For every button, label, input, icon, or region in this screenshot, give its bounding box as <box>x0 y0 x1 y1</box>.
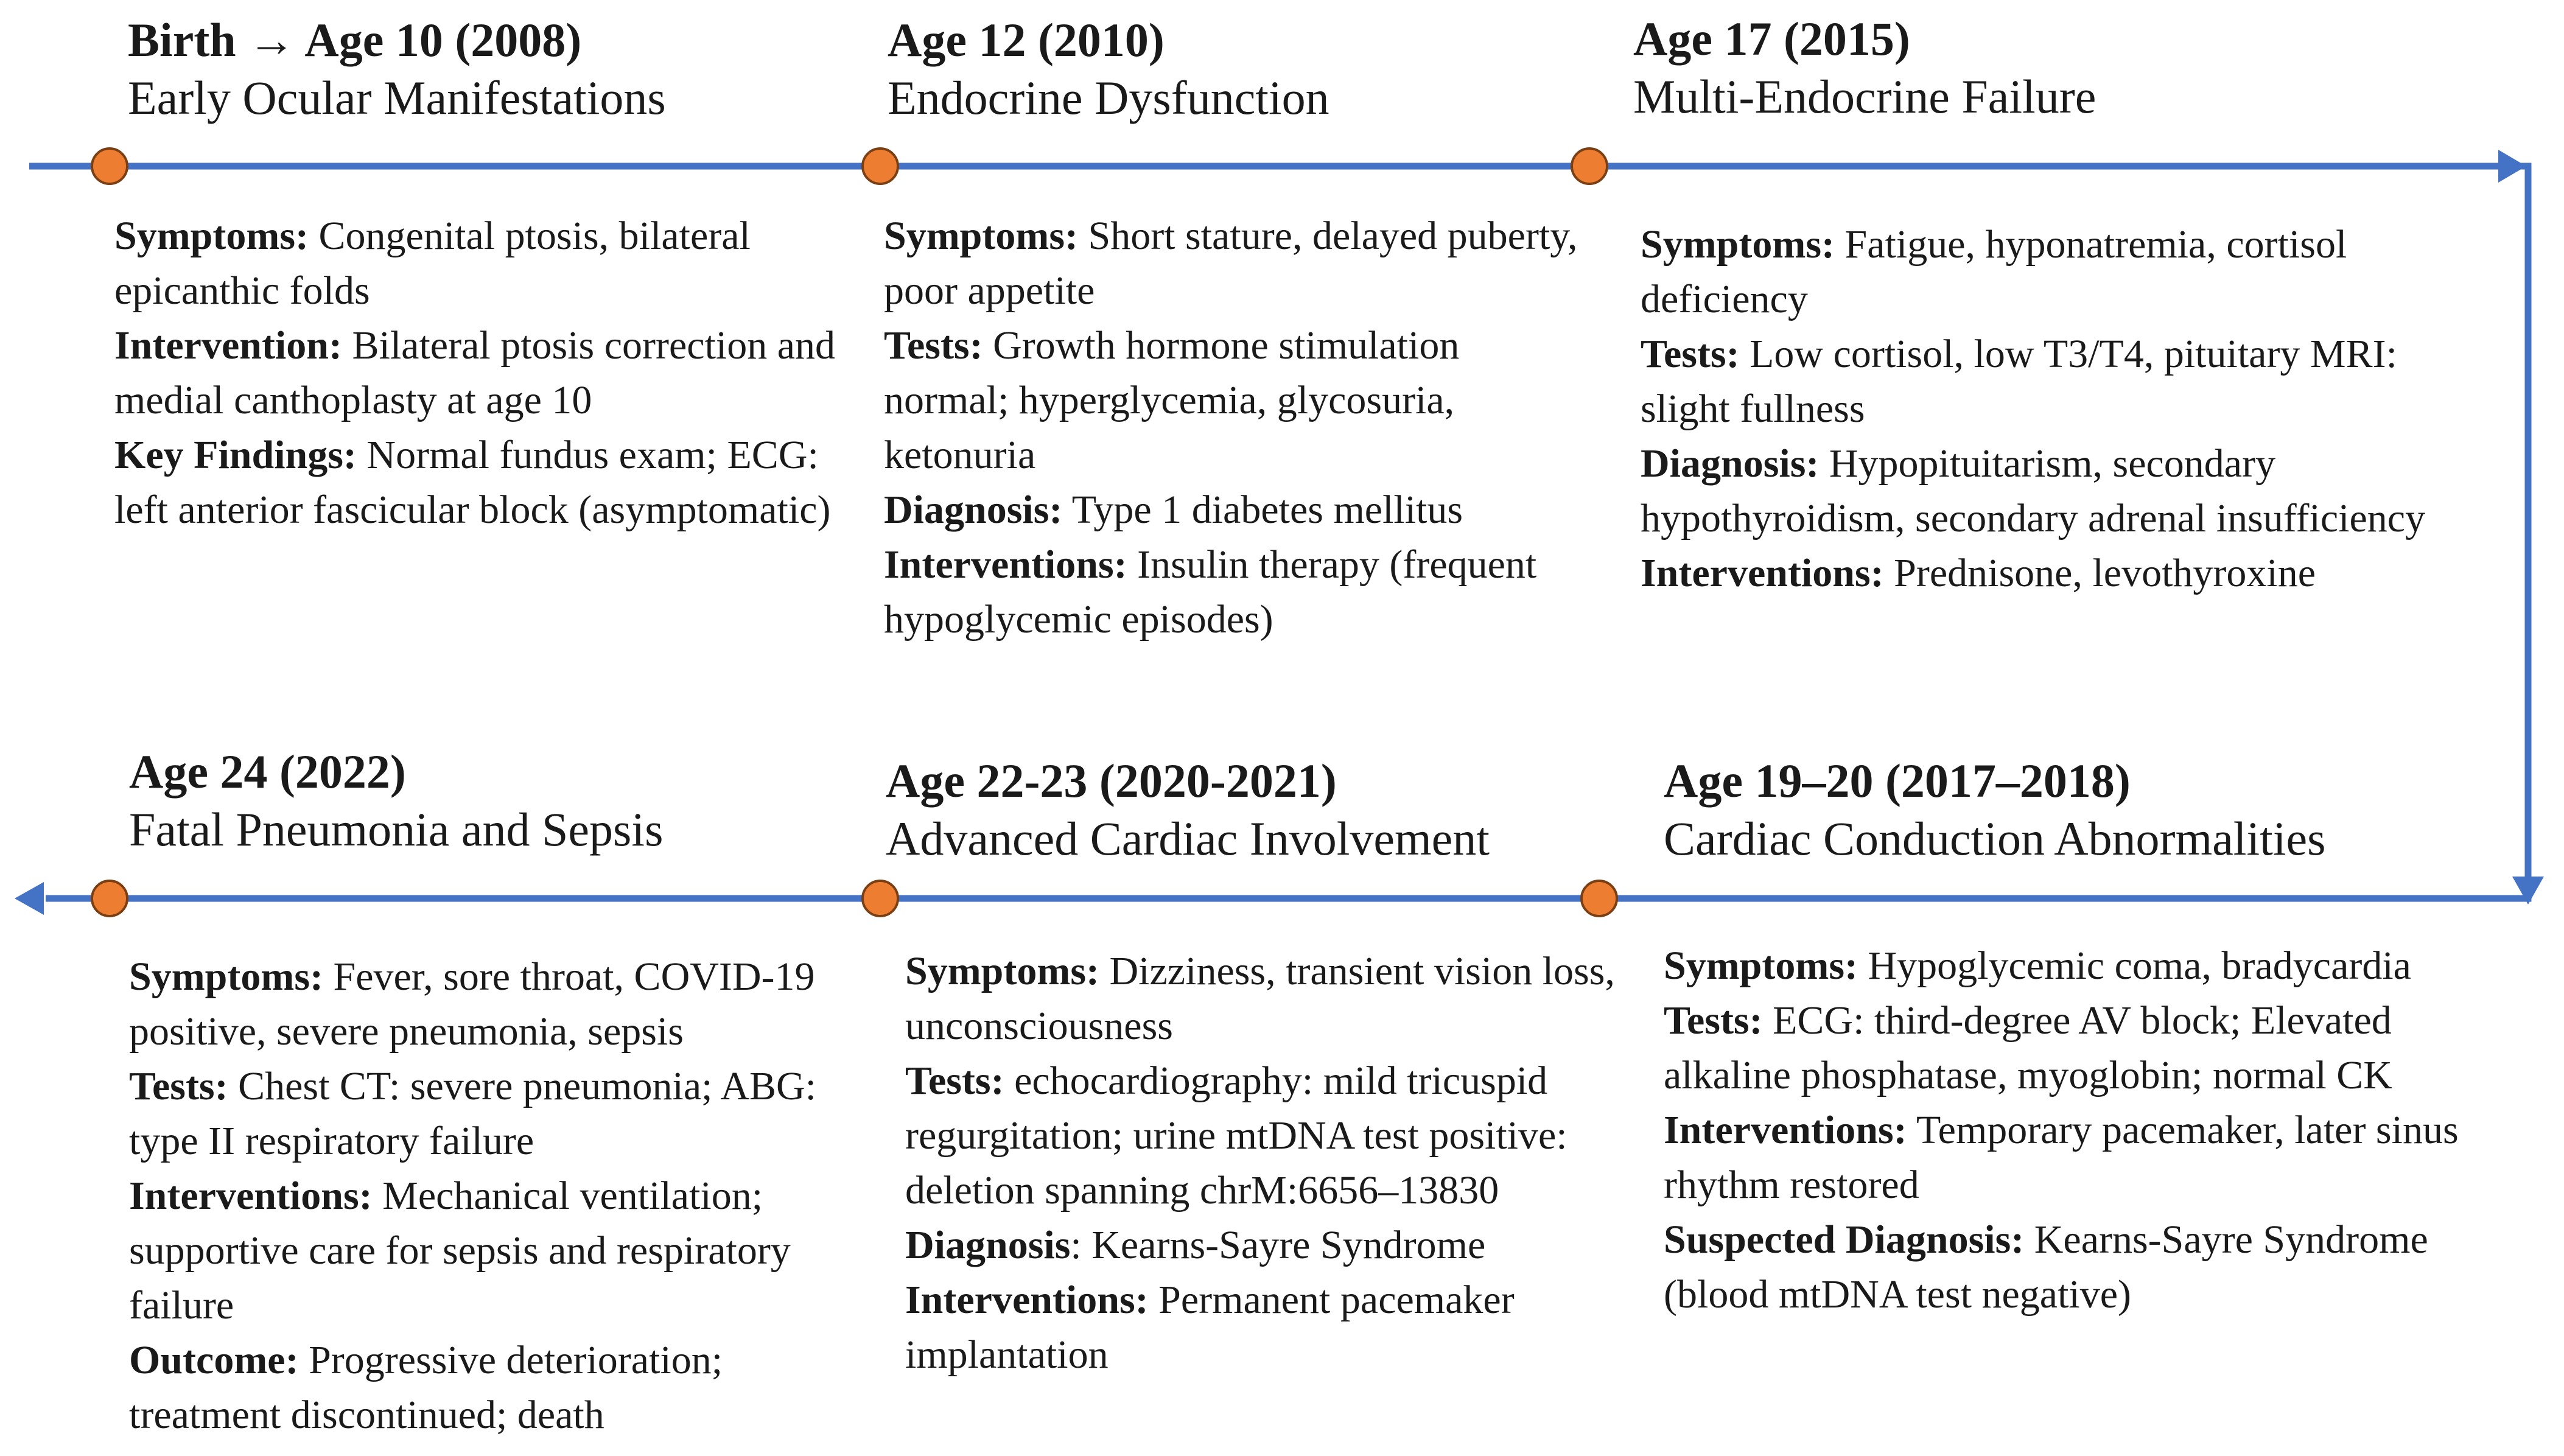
detail-text: echocardiography: mild tricuspid regurgitation; urine mtDNA test positive: deletion spanning chrM:6656–13830 <box>905 1059 1567 1213</box>
detail-label: Interventions: <box>129 1174 373 1218</box>
stage-age: Age 17 (2015) <box>1633 12 1910 65</box>
stage-4-heading <box>1664 752 2325 867</box>
detail-line <box>114 318 851 428</box>
detail-label: Symptoms: <box>1641 222 1835 267</box>
detail-label: Interventions: <box>884 542 1127 587</box>
detail-label: Symptoms: <box>129 954 324 999</box>
detail-label: Key Findings: <box>114 433 357 477</box>
stage-age: Age 19–20 (2017–2018) <box>1664 754 2131 807</box>
detail-text: Congenital ptosis, bilateral epicanthic folds <box>114 214 751 313</box>
stage-2-heading <box>888 11 1329 127</box>
marker-stage-1 <box>92 149 127 184</box>
detail-label: Tests: <box>1664 998 1763 1043</box>
stage-2-details <box>884 209 1584 647</box>
detail-text: Hypopituitarism, secondary hypothyroidism, secondary adrenal insufficiency <box>1641 441 2426 541</box>
stage-age: Age 24 (2022) <box>129 745 406 798</box>
detail-label: Interventions: <box>905 1278 1149 1322</box>
detail-text: Prednisone, levothyroxine <box>1883 551 2316 595</box>
detail-line <box>1641 436 2475 546</box>
detail-label: Diagnosis: <box>884 488 1063 532</box>
detail-line <box>905 1218 1617 1273</box>
detail-label: Interventions: <box>1641 551 1884 595</box>
detail-text: Growth hormone stimulation normal; hyperglycemia, glycosuria, ketonuria <box>884 323 1460 477</box>
stage-5-heading <box>886 752 1490 867</box>
stage-1-details <box>114 209 851 537</box>
detail-line <box>884 483 1584 537</box>
detail-text: Temporary pacemaker, later sinus rhythm restored <box>1664 1108 2459 1207</box>
detail-line <box>114 209 851 318</box>
detail-label: Intervention: <box>114 323 342 368</box>
stage-age: Age 22-23 (2020-2021) <box>886 754 1337 807</box>
detail-label: Diagnosis <box>905 1223 1071 1267</box>
detail-line <box>1664 939 2516 993</box>
detail-label: Tests: <box>1641 332 1740 376</box>
arrowhead-right <box>2498 150 2526 183</box>
stage-1-heading <box>128 11 666 127</box>
detail-label: Tests: <box>884 323 983 368</box>
marker-stage-4 <box>1581 881 1617 916</box>
stage-title: Advanced Cardiac Involvement <box>886 812 1490 866</box>
detail-label: Symptoms: <box>114 214 309 258</box>
stage-6-heading <box>129 743 663 858</box>
detail-label: Interventions: <box>1664 1108 1907 1152</box>
detail-text: Type 1 diabetes mellitus <box>1062 488 1463 532</box>
detail-line <box>905 944 1617 1054</box>
detail-label: Diagnosis: <box>1641 441 1820 486</box>
stage-3-heading <box>1633 10 2096 125</box>
detail-text: Fatigue, hyponatremia, cortisol deficiency <box>1641 222 2347 321</box>
detail-line <box>114 428 851 537</box>
detail-label: Outcome: <box>129 1338 299 1382</box>
detail-line <box>1641 546 2475 601</box>
detail-line <box>1664 993 2516 1103</box>
marker-stage-3 <box>1572 149 1607 184</box>
detail-line <box>1641 327 2475 436</box>
stage-title: Multi-Endocrine Failure <box>1633 70 2096 124</box>
detail-line <box>884 209 1584 318</box>
stage-6-details <box>129 950 872 1443</box>
detail-label: Tests: <box>905 1059 1004 1103</box>
detail-text: : Kearns-Sayre Syndrome <box>1070 1223 1486 1267</box>
detail-text: Fever, sore throat, COVID-19 positive, severe pneumonia, sepsis <box>129 954 815 1054</box>
detail-label: Suspected Diagnosis: <box>1664 1217 2025 1262</box>
stage-3-details <box>1641 217 2475 601</box>
detail-label: Symptoms: <box>905 949 1100 993</box>
detail-text: Mechanical ventilation; supportive care for sepsis and respiratory failure <box>129 1174 791 1328</box>
stage-age: Birth → Age 10 (2008) <box>128 13 582 66</box>
detail-line <box>129 1333 872 1443</box>
detail-text: Permanent pacemaker implantation <box>905 1278 1515 1377</box>
detail-line <box>129 1059 872 1169</box>
stage-4-details <box>1664 939 2516 1322</box>
detail-text: Progressive deterioration; treatment discontinued; death <box>129 1338 723 1437</box>
stage-title: Endocrine Dysfunction <box>888 71 1329 125</box>
detail-line <box>1664 1103 2516 1213</box>
stage-age: Age 12 (2010) <box>888 13 1165 66</box>
detail-text: Normal fundus exam; ECG: left anterior fascicular block (asymptomatic) <box>114 433 831 532</box>
detail-line <box>905 1054 1617 1218</box>
detail-label: Symptoms: <box>1664 943 1858 988</box>
detail-text: Dizziness, transient vision loss, unconsciousness <box>905 949 1615 1048</box>
detail-line <box>884 537 1584 647</box>
detail-line <box>129 950 872 1059</box>
detail-text: Bilateral ptosis correction and medial canthoplasty at age 10 <box>114 323 836 422</box>
detail-text: Hypoglycemic coma, bradycardia <box>1858 943 2411 988</box>
detail-label: Symptoms: <box>884 214 1079 258</box>
detail-text: Low cortisol, low T3/T4, pituitary MRI: slight fullness <box>1641 332 2397 431</box>
detail-text: Chest CT: severe pneumonia; ABG: type II respiratory failure <box>129 1064 817 1163</box>
marker-stage-2 <box>863 149 898 184</box>
detail-text: ECG: third-degree AV block; Elevated alkaline phosphatase, myoglobin; normal CK <box>1664 998 2392 1097</box>
arrowhead-left <box>15 882 44 915</box>
marker-stage-6 <box>92 881 127 916</box>
detail-text: Kearns-Sayre Syndrome (blood mtDNA test negative) <box>1664 1217 2428 1317</box>
detail-label: Tests: <box>129 1064 228 1108</box>
stage-title: Cardiac Conduction Abnormalities <box>1664 812 2326 866</box>
detail-line <box>905 1273 1617 1382</box>
detail-line <box>1641 217 2475 327</box>
stage-title: Early Ocular Manifestations <box>128 71 666 125</box>
detail-line <box>1664 1213 2516 1322</box>
detail-text: Short stature, delayed puberty, poor appetite <box>884 214 1578 313</box>
detail-line <box>129 1169 872 1333</box>
marker-stage-5 <box>863 881 898 916</box>
detail-line <box>884 318 1584 483</box>
detail-text: Insulin therapy (frequent hypoglycemic episodes) <box>884 542 1537 642</box>
stage-5-details <box>905 944 1617 1382</box>
stage-title: Fatal Pneumonia and Sepsis <box>129 803 664 856</box>
